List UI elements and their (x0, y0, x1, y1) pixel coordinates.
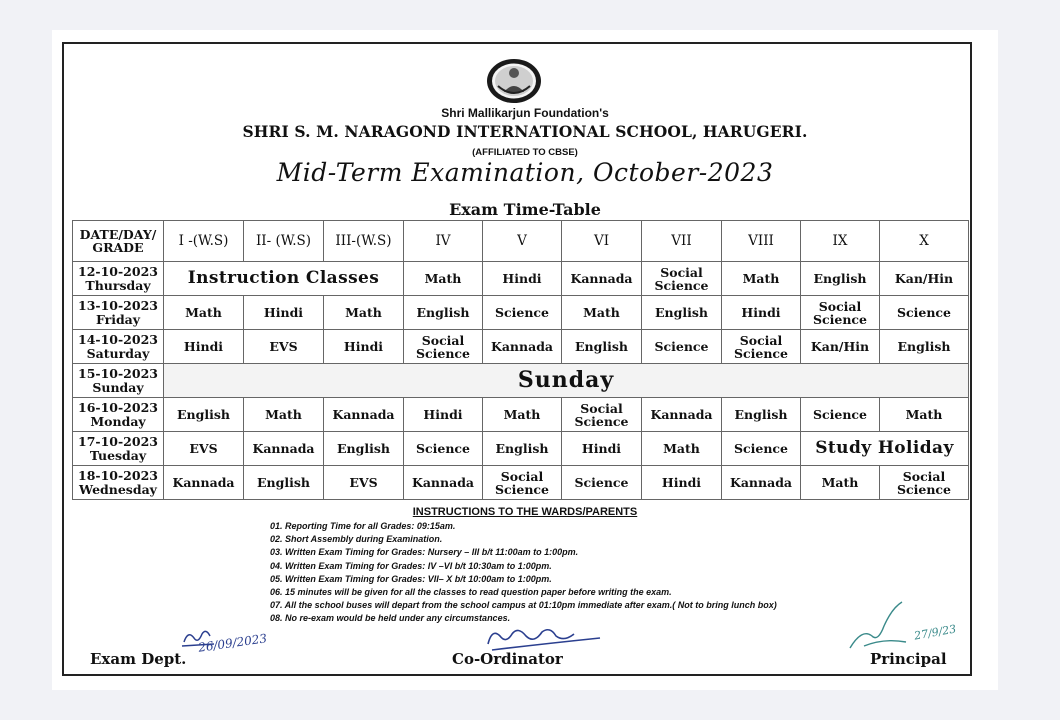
grade-header: V (483, 221, 562, 262)
subject-cell: English (642, 296, 722, 330)
table-row (73, 330, 969, 364)
row-date: 13-10-2023 (78, 297, 158, 313)
subject-cell: Hindi (642, 466, 722, 500)
row-day: Sunday (92, 379, 144, 395)
subject-cell: Social Science (801, 296, 880, 330)
subject-cell: Math (801, 466, 880, 500)
row-day: Monday (90, 413, 146, 429)
subject-cell: Math (880, 398, 969, 432)
instruction-item: 06. 15 minutes will be given for all the classes to read question paper before writing the exam. (270, 587, 672, 598)
subject-cell: Science (562, 466, 642, 500)
date-cell (73, 296, 164, 330)
subject-cell: Kannada (244, 432, 324, 466)
subject-cell: Social Science (880, 466, 969, 500)
instruction-item: 01. Reporting Time for all Grades: 09:15am. (270, 521, 456, 531)
subject-cell: Math (324, 296, 404, 330)
subject-cell: English (801, 262, 880, 296)
row-day: Thursday (85, 277, 151, 293)
table-row (73, 432, 969, 466)
table-row (73, 466, 969, 500)
grade-header: IV (404, 221, 483, 262)
subject-cell: English (562, 330, 642, 364)
subject-cell: English (324, 432, 404, 466)
subject-cell: Social Science (722, 330, 801, 364)
instruction-item: 08. No re-exam would be held under any circumstances. (270, 613, 511, 624)
date-cell (73, 398, 164, 432)
instruction-item: 02. Short Assembly during Examination. (270, 534, 443, 545)
subject-cell: Hindi (722, 296, 801, 330)
foundation-logo-icon (484, 56, 544, 106)
subject-cell: Kannada (722, 466, 801, 500)
subject-cell: Kannada (642, 398, 722, 432)
subject-cell: Science (801, 398, 880, 432)
row-date: 12-10-2023 (78, 263, 158, 279)
subject-cell: Math (164, 296, 244, 330)
subject-cell: Hindi (244, 296, 324, 330)
subject-cell: English (722, 398, 801, 432)
row-date: 18-10-2023 (78, 467, 158, 483)
principal-label: Principal (870, 650, 947, 668)
subject-cell: English (164, 398, 244, 432)
principal-date: 27/9/23 (913, 622, 958, 643)
sunday-holiday-cell: Sunday (164, 364, 969, 398)
row-date: 14-10-2023 (78, 331, 158, 347)
subject-cell: Social Science (562, 398, 642, 432)
instruction-item: 07. All the school buses will depart from the school campus at 01:10pm immediate after exam.( Not to bring lunch box) (270, 600, 777, 611)
instructions-list (270, 520, 910, 626)
subject-cell: Kan/Hin (880, 262, 969, 296)
subject-cell: Kannada (404, 466, 483, 500)
date-cell (73, 432, 164, 466)
subject-cell: Kannada (562, 262, 642, 296)
subject-cell: Social Science (404, 330, 483, 364)
subject-cell: Kannada (164, 466, 244, 500)
grade-header: II- (W.S) (244, 221, 324, 262)
affiliation-note: (AFFILIATED TO CBSE) (472, 147, 578, 158)
row-day: Friday (95, 311, 141, 327)
subject-cell: Math (562, 296, 642, 330)
subject-cell: Math (483, 398, 562, 432)
subject-cell: Hindi (324, 330, 404, 364)
subject-cell: Social Science (642, 262, 722, 296)
subject-cell: English (483, 432, 562, 466)
instruction-item: 03. Written Exam Timing for Grades: Nursery – III b/t 11:00am to 1:00pm. (270, 547, 579, 558)
table-row (73, 364, 969, 398)
table-row (73, 398, 969, 432)
row-day: Saturday (86, 345, 150, 361)
coordinator-label: Co-Ordinator (452, 650, 563, 668)
instruction-item: 05. Written Exam Timing for Grades: VII– X b/t 10:00am to 1:00pm. (270, 573, 552, 584)
table-row (73, 296, 969, 330)
instruction-classes-cell: Instruction Classes (164, 262, 404, 296)
subject-cell: EVS (324, 466, 404, 500)
row-date: 15-10-2023 (78, 365, 158, 381)
instruction-item: 04. Written Exam Timing for Grades: IV –VI b/t 10:30am to 1:00pm. (270, 560, 552, 571)
subject-cell: Math (404, 262, 483, 296)
subject-cell: Kannada (324, 398, 404, 432)
subject-cell: Kan/Hin (801, 330, 880, 364)
school-name: SHRI S. M. NARAGOND INTERNATIONAL SCHOOL, HARUGERI. (242, 122, 808, 141)
document-page (52, 30, 998, 690)
subject-cell: English (880, 330, 969, 364)
table-row (73, 262, 969, 296)
subject-cell: Science (483, 296, 562, 330)
exam-dept-label: Exam Dept. (90, 650, 187, 668)
subject-cell: Hindi (164, 330, 244, 364)
corner-header: DATE/DAY/ GRADE (73, 221, 164, 262)
date-cell (73, 364, 164, 398)
subject-cell: Hindi (483, 262, 562, 296)
row-date: 16-10-2023 (78, 399, 158, 415)
study-holiday-cell: Study Holiday (801, 432, 969, 466)
subject-cell: Science (404, 432, 483, 466)
subject-cell: Kannada (483, 330, 562, 364)
subject-cell: Science (642, 330, 722, 364)
principal-signature-icon (844, 598, 924, 658)
row-day: Tuesday (89, 447, 147, 463)
grade-header: X (880, 221, 969, 262)
date-cell (73, 262, 164, 296)
table-header-row (73, 221, 969, 262)
grade-header: VIII (722, 221, 801, 262)
subject-cell: English (404, 296, 483, 330)
subject-cell: EVS (244, 330, 324, 364)
exam-dept-date: 26/09/2023 (197, 631, 268, 655)
subject-cell: Hindi (404, 398, 483, 432)
row-date: 17-10-2023 (78, 433, 158, 449)
exam-title: Mid-Term Examination, October-2023 (276, 158, 774, 187)
subject-cell: Science (722, 432, 801, 466)
subject-cell: Hindi (562, 432, 642, 466)
subject-cell: Social Science (483, 466, 562, 500)
grade-header: IX (801, 221, 880, 262)
date-cell (73, 466, 164, 500)
grade-header: I -(W.S) (164, 221, 244, 262)
grade-header: VII (642, 221, 722, 262)
subject-cell: EVS (164, 432, 244, 466)
grade-header: VI (562, 221, 642, 262)
foundation-name: Shri Mallikarjun Foundation's (441, 106, 609, 120)
instructions-title: INSTRUCTIONS TO THE WARDS/PARENTS (412, 506, 638, 518)
subject-cell: English (244, 466, 324, 500)
date-cell (73, 330, 164, 364)
subject-cell: Math (642, 432, 722, 466)
grade-header: III-(W.S) (324, 221, 404, 262)
subject-cell: Science (880, 296, 969, 330)
subject-cell: Math (722, 262, 801, 296)
timetable-title: Exam Time-Table (449, 200, 601, 219)
row-day: Wednesday (79, 481, 157, 497)
exam-timetable (72, 220, 969, 500)
subject-cell: Math (244, 398, 324, 432)
